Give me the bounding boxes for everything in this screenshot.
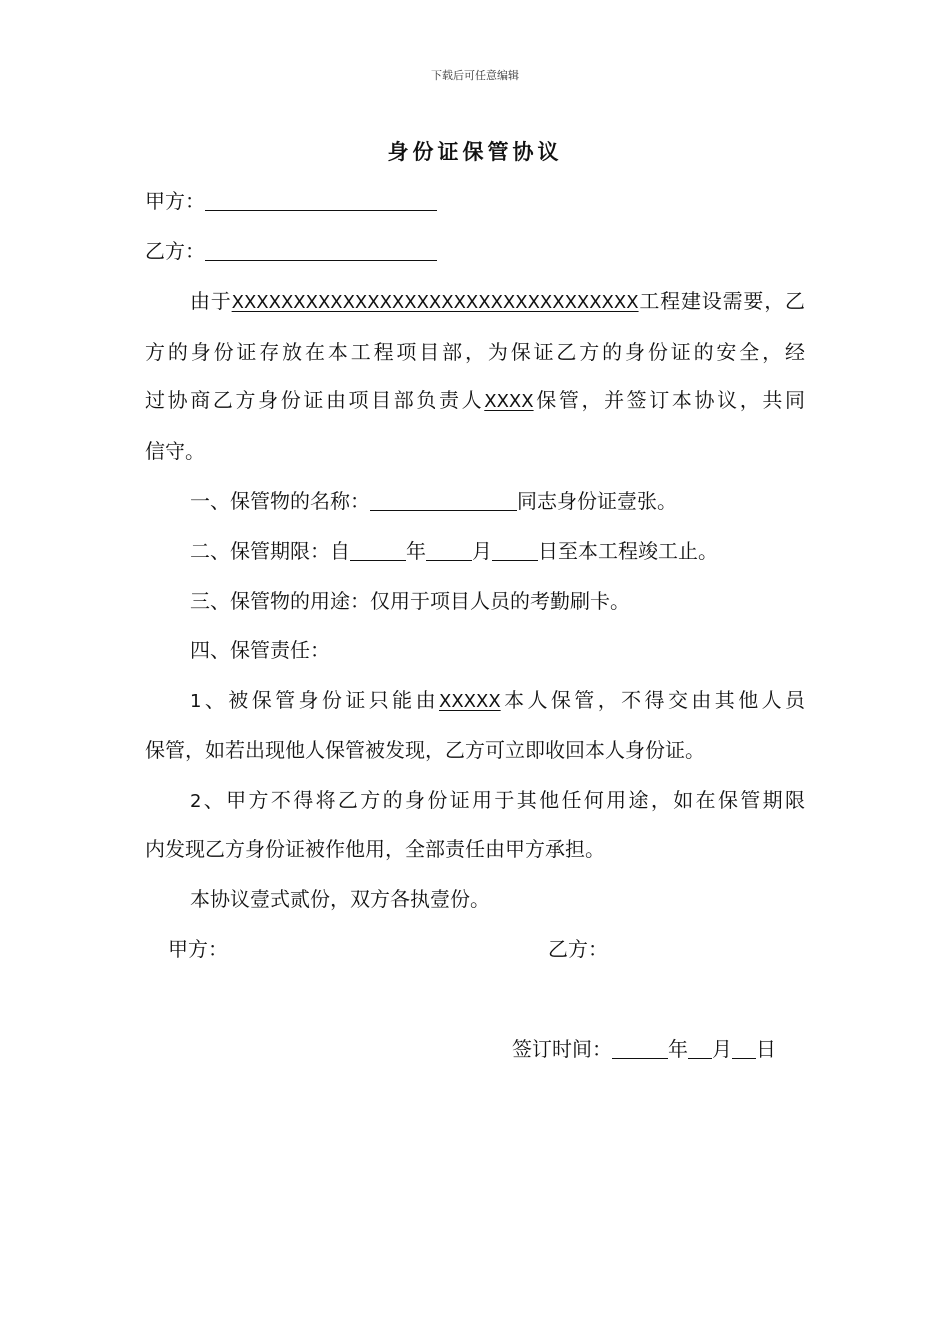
intro-line3-suffix: 保管，并签订本协议，共同 xyxy=(533,388,806,412)
header-note: 下载后可任意编辑 xyxy=(431,69,519,82)
party-a-line xyxy=(145,186,437,216)
intro-line-2: 方的身份证存放在本工程项目部，为保证乙方的身份证的安全，经 xyxy=(145,340,805,364)
document-title: 身份证保管协议 xyxy=(387,139,563,164)
item-1 xyxy=(190,486,677,516)
sign-year-blank[interactable] xyxy=(612,1036,668,1059)
duty-1-line-2: 保管，如若出现他人保管被发现，乙方可立即收回本人身份证。 xyxy=(145,738,705,762)
duty1-number: 1 xyxy=(190,691,202,712)
intro-prefix: 由于 xyxy=(190,289,232,313)
intro-line3-prefix: 过协商乙方身份证由项目部负责人 xyxy=(145,388,485,412)
project-name: XXXXXXXXXXXXXXXXXXXXXXXXXXXXXXXXX xyxy=(231,292,639,313)
duty1-line1-suffix: 本人保管，不得交由其他人员 xyxy=(500,688,806,712)
item2-suffix: 日至本工程竣工止。 xyxy=(538,539,718,563)
signature-party-b: 乙方： xyxy=(548,937,608,961)
sign-month-blank[interactable] xyxy=(688,1036,712,1059)
item2-prefix: 二、保管期限：自 xyxy=(190,539,350,563)
start-day-blank[interactable] xyxy=(492,538,538,561)
custodian-name: XXXX xyxy=(484,391,534,412)
sign-year-label: 年 xyxy=(668,1037,688,1061)
duty2-number: 2 xyxy=(190,791,202,812)
intro-line1-suffix: 工程建设需要，乙 xyxy=(638,289,806,313)
item-4: 四、保管责任： xyxy=(190,638,330,662)
sign-month-label: 月 xyxy=(712,1037,732,1061)
signing-date-label: 签订时间： xyxy=(512,1037,612,1061)
duty-2-line-2: 内发现乙方身份证被作他用，全部责任由甲方承担。 xyxy=(145,837,605,861)
item-2 xyxy=(190,536,718,566)
duty1-holder-name: XXXXX xyxy=(439,691,501,712)
signing-date xyxy=(512,1034,776,1064)
holder-name-blank[interactable] xyxy=(370,488,517,511)
month-label: 月 xyxy=(472,539,492,563)
sign-day-label: 日 xyxy=(756,1037,776,1061)
duty-1-line-1 xyxy=(190,685,805,717)
copies-note: 本协议壹式贰份，双方各执壹份。 xyxy=(190,887,490,911)
year-label: 年 xyxy=(406,539,426,563)
start-month-blank[interactable] xyxy=(426,538,472,561)
item1-prefix: 一、保管物的名称： xyxy=(190,489,370,513)
item1-suffix: 同志身份证壹张。 xyxy=(517,489,677,513)
party-b-blank[interactable] xyxy=(205,238,437,261)
sign-day-blank[interactable] xyxy=(732,1036,756,1059)
signature-party-a: 甲方： xyxy=(168,937,228,961)
duty1-prefix: 、被保管身份证只能由 xyxy=(201,688,439,712)
start-year-blank[interactable] xyxy=(350,538,406,561)
duty2-line1: 、甲方不得将乙方的身份证用于其他任何用途，如在保管期限 xyxy=(201,788,805,812)
party-a-label: 甲方： xyxy=(145,189,205,213)
party-b-label: 乙方： xyxy=(145,239,205,263)
duty-2-line-1 xyxy=(190,785,805,817)
party-a-blank[interactable] xyxy=(205,188,437,211)
intro-line-3 xyxy=(145,385,805,417)
intro-line-1 xyxy=(190,286,805,318)
party-b-line xyxy=(145,236,437,266)
intro-line-4: 信守。 xyxy=(145,439,205,463)
item-3: 三、保管物的用途：仅用于项目人员的考勤刷卡。 xyxy=(190,589,630,613)
